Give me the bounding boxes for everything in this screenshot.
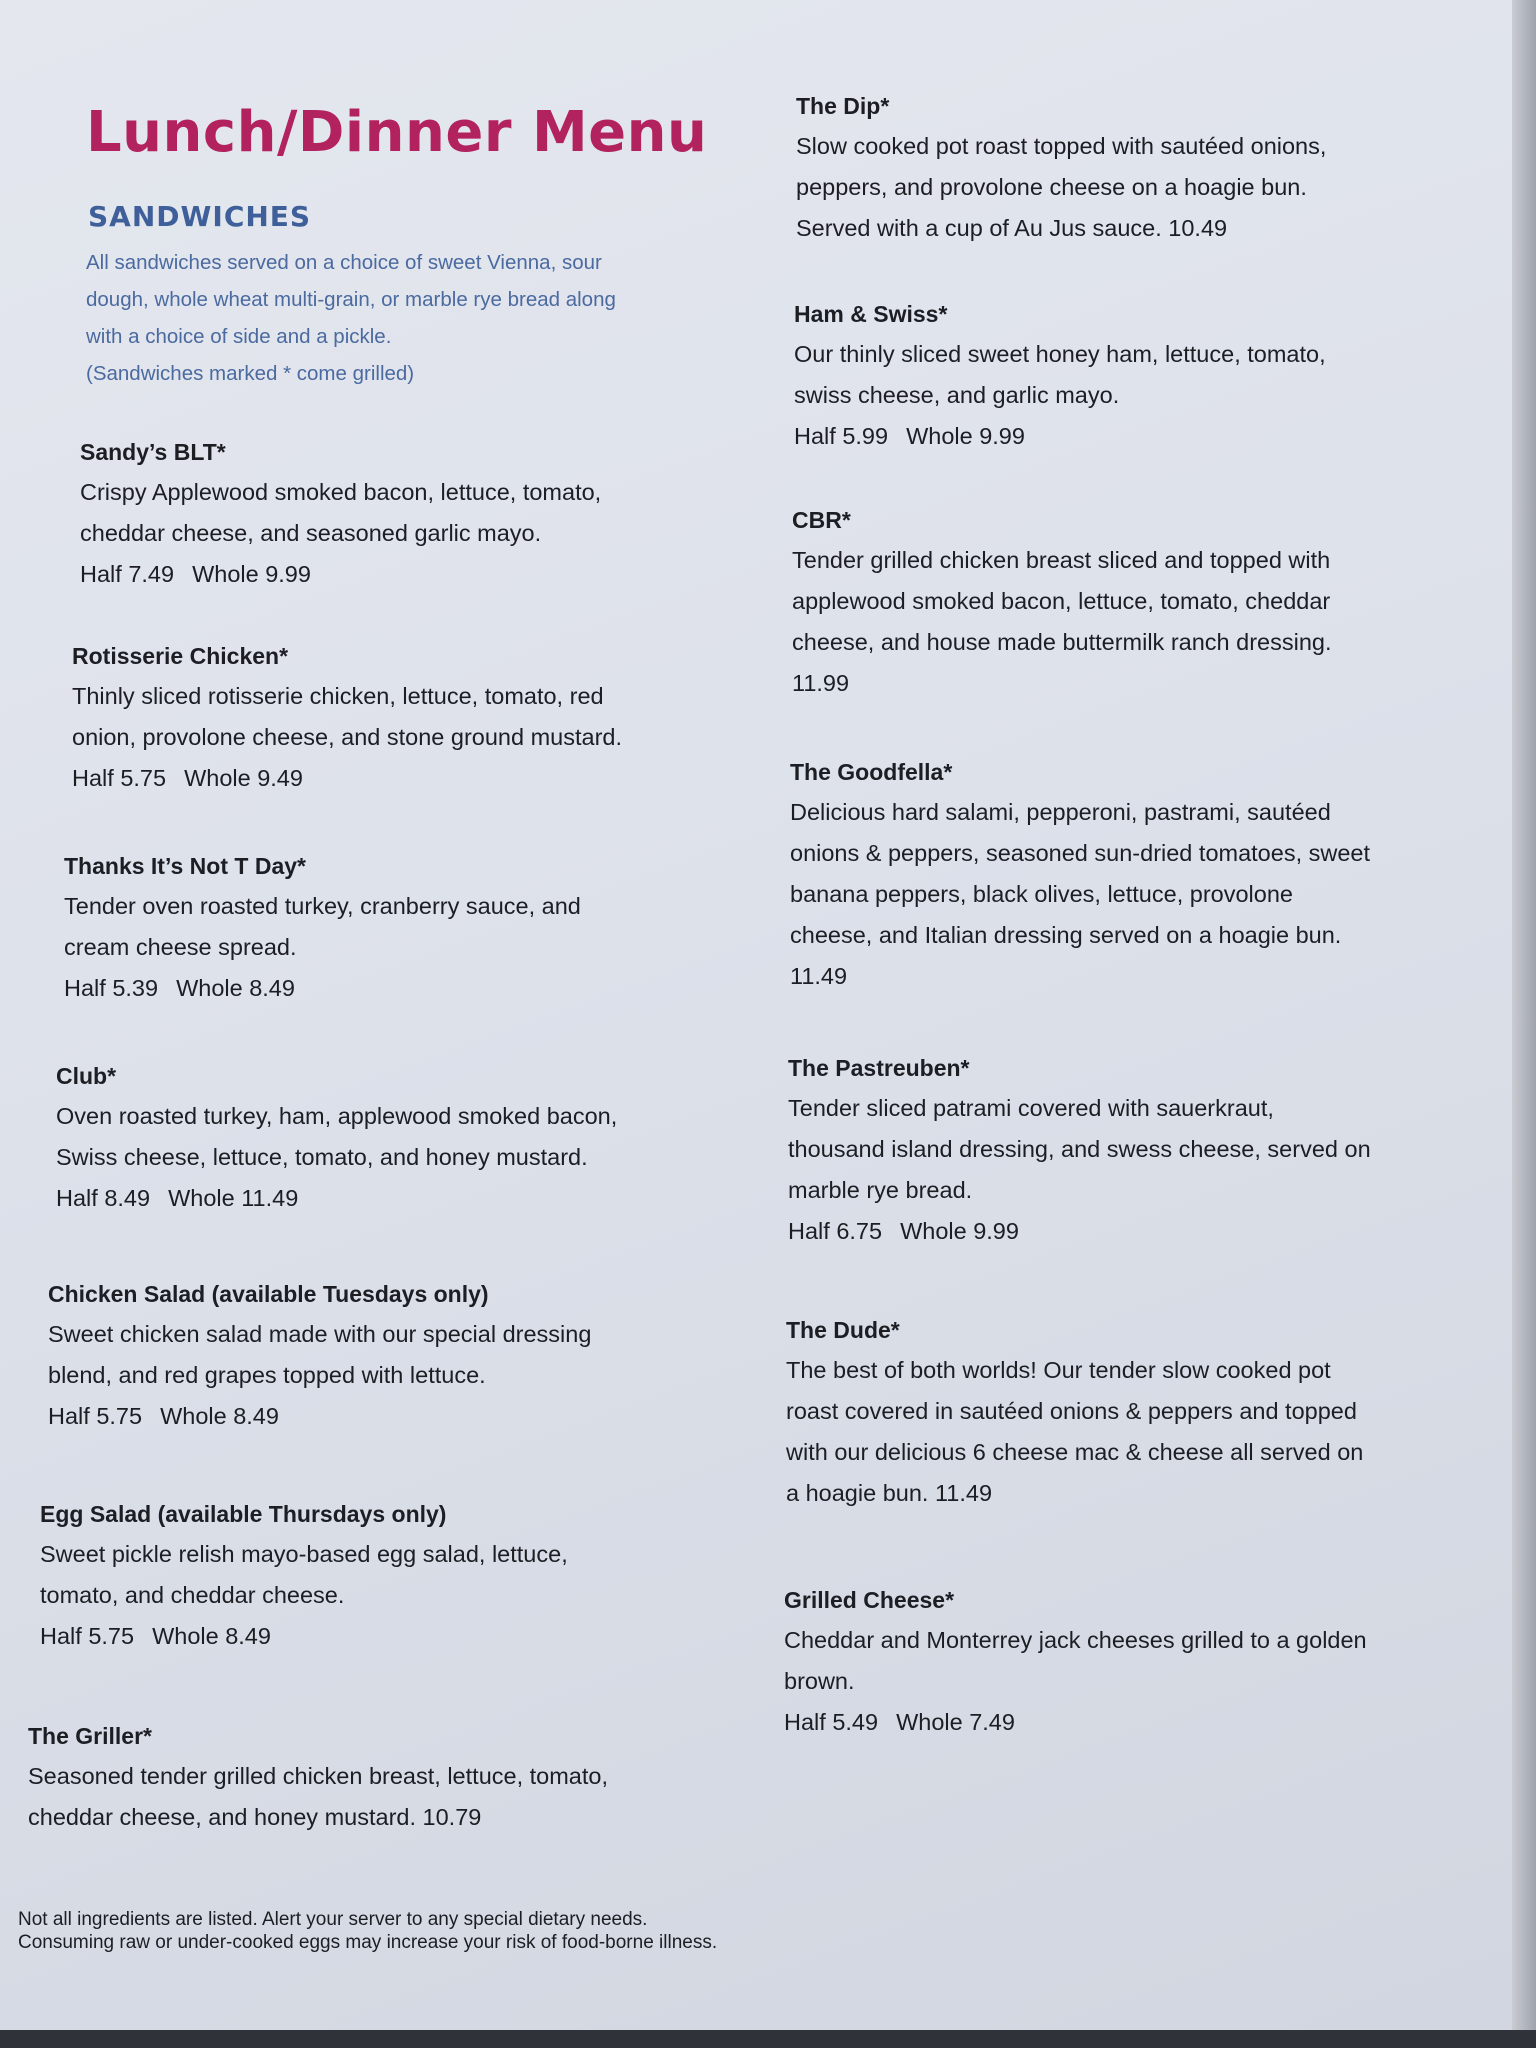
item-desc-line: onions & peppers, seasoned sun-dried tomatoes, sweet: [790, 840, 1371, 866]
section-heading: SANDWICHES: [88, 200, 312, 233]
whole-price: Whole 8.49: [152, 1623, 271, 1649]
item-desc-line: The best of both worlds! Our tender slow cooked pot: [786, 1357, 1331, 1383]
item-desc-line: Tender oven roasted turkey, cranberry sauce, and: [64, 893, 581, 919]
item-name: The Goodfella*: [790, 759, 953, 785]
item-name: Egg Salad (available Thursdays only): [40, 1501, 447, 1527]
item-desc-line: Sweet chicken salad made with our special dressing: [48, 1321, 592, 1347]
menu-item-the-goodfella: [790, 752, 1370, 997]
half-price: Half 5.75: [48, 1403, 143, 1429]
menu-item-rotisserie-chicken: [72, 636, 622, 799]
item-name: Club*: [56, 1063, 117, 1089]
item-desc-line: Served with a cup of Au Jus sauce. 10.49: [796, 215, 1228, 241]
item-name: Chicken Salad (available Tuesdays only): [48, 1281, 489, 1307]
half-price: Half 5.49: [784, 1709, 879, 1735]
item-desc-line: Tender sliced patrami covered with sauerkraut,: [788, 1095, 1274, 1121]
item-desc-line: swiss cheese, and garlic mayo.: [794, 382, 1120, 408]
item-desc-line: peppers, and provolone cheese on a hoagie bun.: [796, 174, 1307, 200]
whole-price: Whole 11.49: [168, 1185, 299, 1211]
item-price: [40, 1616, 568, 1657]
whole-price: Whole 7.49: [896, 1709, 1015, 1735]
item-desc-line: with our delicious 6 cheese mac & cheese all served on: [786, 1439, 1364, 1465]
menu-item-the-griller: [28, 1716, 608, 1838]
item-desc-line: brown.: [784, 1668, 855, 1694]
whole-price: Whole 8.49: [160, 1403, 279, 1429]
item-name: Sandy’s BLT*: [80, 439, 226, 465]
item-desc-line: Crispy Applewood smoked bacon, lettuce, tomato,: [80, 479, 602, 505]
whole-price: Whole 9.49: [184, 765, 303, 791]
section-note: [86, 244, 706, 392]
item-name: Rotisserie Chicken*: [72, 643, 289, 669]
item-desc-line: marble rye bread.: [788, 1177, 973, 1203]
item-price: [56, 1178, 617, 1219]
menu-item-the-pastreuben: [788, 1048, 1371, 1252]
footer-line: Not all ingredients are listed. Alert your server to any special dietary needs.: [18, 1909, 648, 1930]
item-name: The Pastreuben*: [788, 1055, 970, 1081]
item-desc-line: 11.99: [792, 670, 850, 696]
item-price: [80, 554, 601, 595]
menu-item-chicken-salad: [48, 1274, 591, 1437]
item-desc-line: Our thinly sliced sweet honey ham, lettuce, tomato,: [794, 341, 1326, 367]
item-price: [794, 416, 1326, 457]
item-desc-line: cheese, and house made buttermilk ranch dressing.: [792, 629, 1332, 655]
page-edge-shadow: [1512, 0, 1536, 2048]
whole-price: Whole 9.99: [906, 423, 1025, 449]
item-name: Thanks It’s Not T Day*: [64, 853, 306, 879]
table-surface: [0, 2030, 1536, 2048]
item-price: [48, 1396, 591, 1437]
item-desc-line: Delicious hard salami, pepperoni, pastrami, sautéed: [790, 799, 1331, 825]
item-desc-line: roast covered in sautéed onions & peppers and topped: [786, 1398, 1357, 1424]
item-desc-line: cheddar cheese, and honey mustard. 10.79: [28, 1804, 482, 1830]
whole-price: Whole 9.99: [900, 1218, 1019, 1244]
item-price: [784, 1702, 1367, 1743]
half-price: Half 5.75: [40, 1623, 135, 1649]
item-desc-line: Seasoned tender grilled chicken breast, lettuce, tomato,: [28, 1763, 609, 1789]
item-desc-line: applewood smoked bacon, lettuce, tomato, cheddar: [792, 588, 1331, 614]
menu-item-ham-swiss: [794, 294, 1326, 457]
menu-item-club: [56, 1056, 617, 1219]
item-name: Ham & Swiss*: [794, 301, 948, 327]
item-desc-line: blend, and red grapes topped with lettuce.: [48, 1362, 486, 1388]
half-price: Half 7.49: [80, 561, 175, 587]
footer-line: Consuming raw or under-cooked eggs may increase your risk of food-borne illness.: [18, 1932, 718, 1953]
item-name: CBR*: [792, 507, 851, 533]
menu-title: Lunch/Dinner Menu: [86, 100, 708, 165]
menu-item-grilled-cheese: [784, 1580, 1367, 1743]
item-desc-line: cheddar cheese, and seasoned garlic mayo.: [80, 520, 542, 546]
item-desc-line: 11.49: [790, 963, 848, 989]
item-price: [72, 758, 622, 799]
half-price: Half 5.75: [72, 765, 167, 791]
item-desc-line: a hoagie bun. 11.49: [786, 1480, 993, 1506]
menu-item-the-dip: [796, 86, 1326, 249]
menu-item-egg-salad: [40, 1494, 568, 1657]
menu-item-thanks-its-not-t-day: [64, 846, 581, 1009]
item-desc-line: tomato, and cheddar cheese.: [40, 1582, 345, 1608]
half-price: Half 5.39: [64, 975, 159, 1001]
item-name: The Dip*: [796, 93, 890, 119]
item-desc-line: cheese, and Italian dressing served on a hoagie bun.: [790, 922, 1342, 948]
item-desc-line: Swiss cheese, lettuce, tomato, and honey mustard.: [56, 1144, 588, 1170]
half-price: Half 6.75: [788, 1218, 883, 1244]
item-price: [788, 1211, 1371, 1252]
item-desc-line: Oven roasted turkey, ham, applewood smoked bacon,: [56, 1103, 618, 1129]
item-desc-line: Sweet pickle relish mayo-based egg salad, lettuce,: [40, 1541, 568, 1567]
menu-item-the-dude: [786, 1310, 1363, 1514]
whole-price: Whole 8.49: [176, 975, 295, 1001]
item-desc-line: thousand island dressing, and swess cheese, served on: [788, 1136, 1371, 1162]
item-desc-line: Cheddar and Monterrey jack cheeses grilled to a golden: [784, 1627, 1367, 1653]
menu-item-sandys-blt: [80, 432, 601, 595]
item-name: The Griller*: [28, 1723, 152, 1749]
item-name: Grilled Cheese*: [784, 1587, 955, 1613]
half-price: Half 8.49: [56, 1185, 151, 1211]
section-note-line: dough, whole wheat multi-grain, or marble rye bread along: [86, 288, 616, 311]
whole-price: Whole 9.99: [192, 561, 311, 587]
item-desc-line: onion, provolone cheese, and stone ground mustard.: [72, 724, 623, 750]
item-desc-line: cream cheese spread.: [64, 934, 297, 960]
item-desc-line: Thinly sliced rotisserie chicken, lettuce, tomato, red: [72, 683, 604, 709]
item-desc-line: banana peppers, black olives, lettuce, provolone: [790, 881, 1293, 907]
section-note-line: with a choice of side and a pickle.: [86, 325, 392, 348]
section-note-line: (Sandwiches marked * come grilled): [86, 362, 415, 385]
item-desc-line: Tender grilled chicken breast sliced and topped with: [792, 547, 1331, 573]
half-price: Half 5.99: [794, 423, 889, 449]
item-price: [64, 968, 581, 1009]
menu-item-cbr: [792, 500, 1332, 704]
section-note-line: All sandwiches served on a choice of sweet Vienna, sour: [86, 251, 602, 274]
footer-disclaimer: [18, 1908, 717, 1954]
item-name: The Dude*: [786, 1317, 900, 1343]
item-desc-line: Slow cooked pot roast topped with sautéed onions,: [796, 133, 1327, 159]
